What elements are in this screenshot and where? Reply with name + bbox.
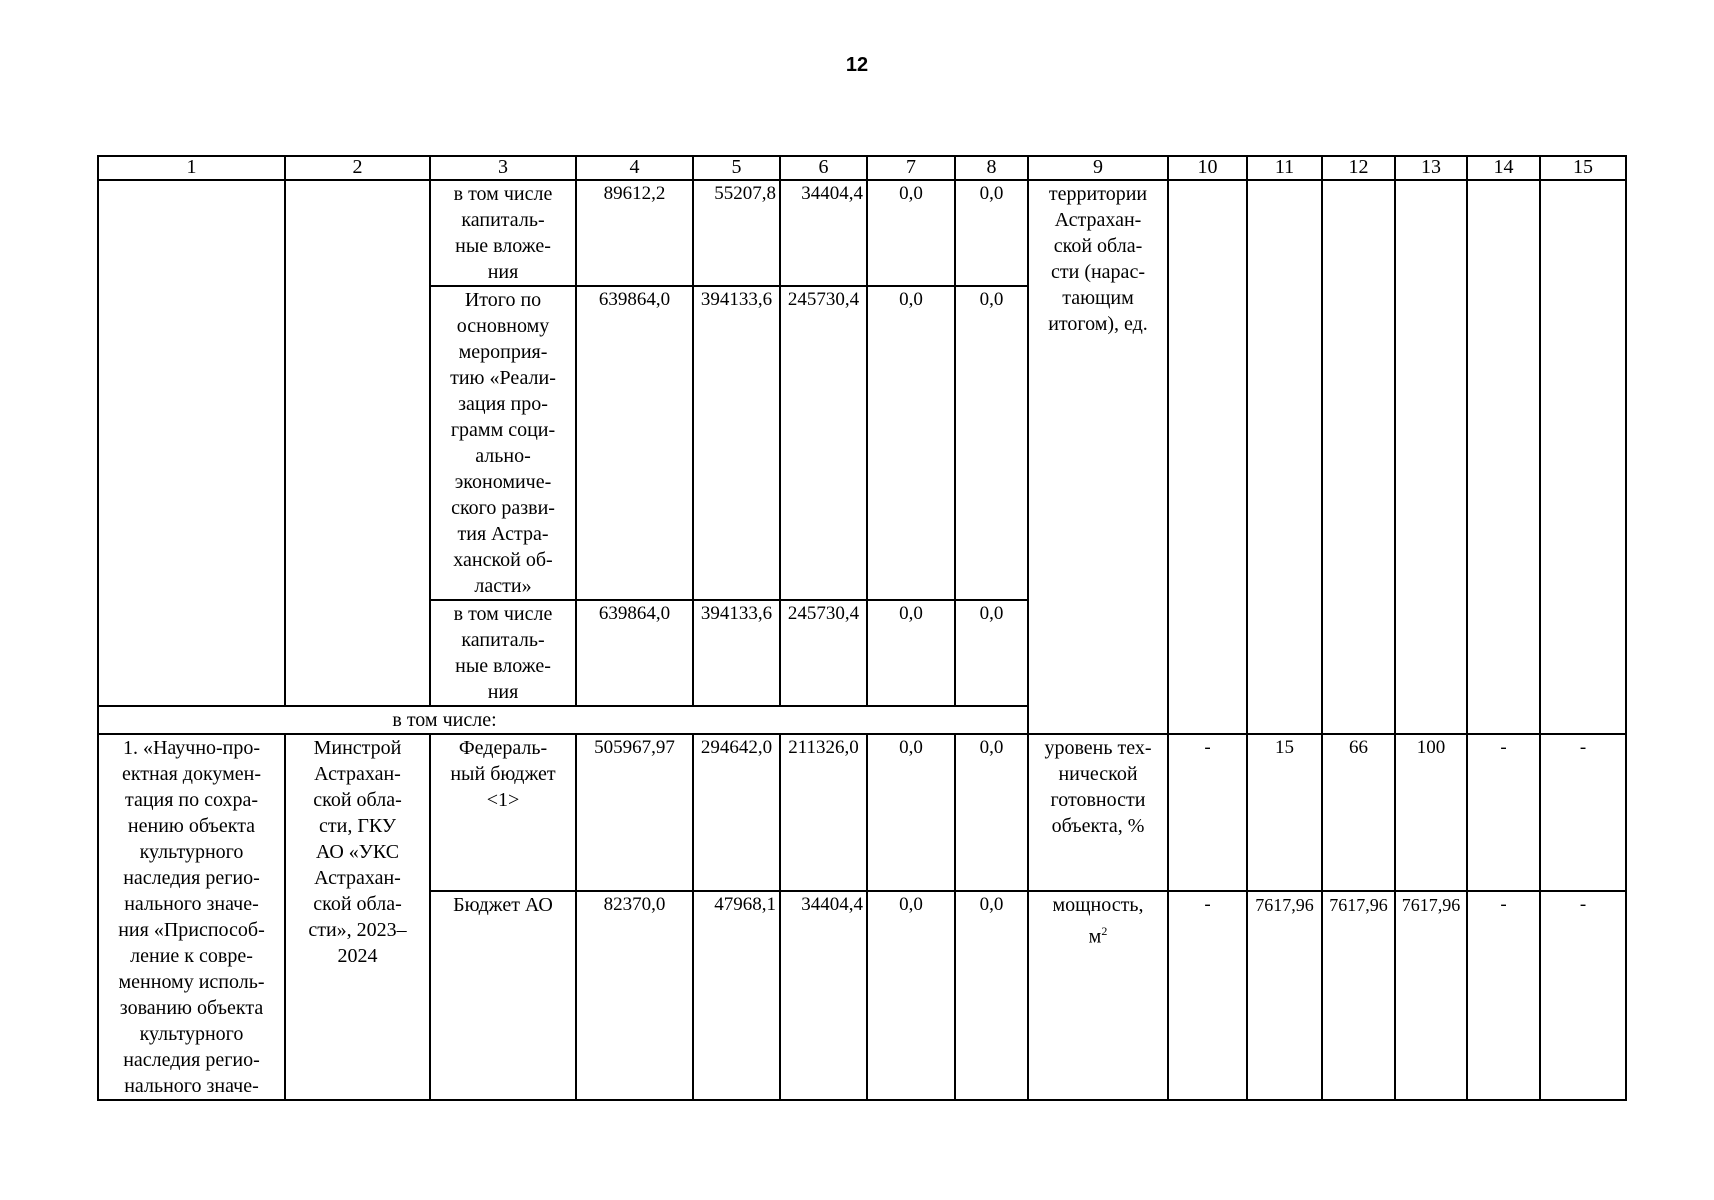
- year-value-cell: 294642,0: [693, 734, 780, 891]
- column-number: 8: [955, 156, 1028, 180]
- column-number: 7: [867, 156, 955, 180]
- page-number: 12: [845, 54, 869, 76]
- column-number: 14: [1467, 156, 1540, 180]
- indicator-value-cell: 7617,96: [1322, 891, 1395, 1100]
- table-row: [98, 180, 1626, 286]
- indicator-value-cell: -: [1467, 734, 1540, 891]
- column-number: 11: [1247, 156, 1322, 180]
- year-value-cell: 394133,6: [693, 600, 780, 706]
- year-value-cell: 34404,4: [780, 891, 867, 1100]
- indicator-cell: уровень тех- нической готовности объекта, %: [1028, 734, 1168, 891]
- column-number: 5: [693, 156, 780, 180]
- year-value-cell: 245730,4: [780, 286, 867, 600]
- year-value-cell: 0,0: [955, 734, 1028, 891]
- total-value-cell: 89612,2: [576, 180, 693, 286]
- indicator-value-cell: 100: [1395, 734, 1467, 891]
- year-value-cell: 0,0: [867, 600, 955, 706]
- year-value-cell: 394133,6: [693, 286, 780, 600]
- total-value-cell: 639864,0: [576, 600, 693, 706]
- indicator-text: мощность, м: [1052, 894, 1144, 949]
- year-value-cell: 47968,1: [693, 891, 780, 1100]
- column-number: 6: [780, 156, 867, 180]
- indicator-value-cell: -: [1540, 734, 1626, 891]
- indicator-value-cell: 66: [1322, 734, 1395, 891]
- empty-cell: [1322, 180, 1395, 734]
- funding-type-cell: в том числе капиталь- ные вложе- ния: [430, 600, 576, 706]
- column-number: 1: [98, 156, 285, 180]
- funding-type-cell: Бюджет АО: [430, 891, 576, 1100]
- year-value-cell: 211326,0: [780, 734, 867, 891]
- year-value-cell: 55207,8: [693, 180, 780, 286]
- subtitle-cell: в том числе:: [98, 706, 1028, 734]
- table-row: [98, 734, 1626, 891]
- empty-cell: [285, 180, 430, 706]
- empty-cell: [1247, 180, 1322, 734]
- empty-cell: [1540, 180, 1626, 734]
- year-value-cell: 34404,4: [780, 180, 867, 286]
- indicator-value-cell: 15: [1247, 734, 1322, 891]
- empty-cell: [98, 180, 285, 706]
- event-name-cell: 1. «Научно-про- ектная докумен- тация по сохра- нению объекта культурного наследия регио- нального значе- ния «Приспособ- ление к совре- менному исполь- зованию объекта культурного наследия регио- нального значе-: [98, 734, 285, 1100]
- column-number: 15: [1540, 156, 1626, 180]
- funding-type-cell: в том числе капиталь- ные вложе- ния: [430, 180, 576, 286]
- year-value-cell: 0,0: [955, 286, 1028, 600]
- column-number: 4: [576, 156, 693, 180]
- funding-type-cell: Федераль- ный бюджет <1>: [430, 734, 576, 891]
- year-value-cell: 0,0: [955, 600, 1028, 706]
- empty-cell: [1395, 180, 1467, 734]
- indicator-value-cell: -: [1540, 891, 1626, 1100]
- indicator-cell: территории Астрахан- ской обла- сти (нарас- тающим итогом), ед.: [1028, 180, 1168, 734]
- indicator-value-cell: -: [1467, 891, 1540, 1100]
- year-value-cell: 0,0: [955, 891, 1028, 1100]
- year-value-cell: 245730,4: [780, 600, 867, 706]
- superscript: 2: [1101, 924, 1108, 939]
- empty-cell: [1467, 180, 1540, 734]
- column-number: 12: [1322, 156, 1395, 180]
- year-value-cell: 0,0: [867, 286, 955, 600]
- column-number-row: [98, 156, 1626, 180]
- column-number: 3: [430, 156, 576, 180]
- total-value-cell: 639864,0: [576, 286, 693, 600]
- total-value-cell: 505967,97: [576, 734, 693, 891]
- empty-cell: [1168, 180, 1247, 734]
- year-value-cell: 0,0: [867, 734, 955, 891]
- indicator-value-cell: -: [1168, 891, 1247, 1100]
- indicator-value-cell: 7617,96: [1395, 891, 1467, 1100]
- indicator-value-cell: -: [1168, 734, 1247, 891]
- column-number: 9: [1028, 156, 1168, 180]
- column-number: 2: [285, 156, 430, 180]
- funding-type-cell: Итого по основному мероприя- тию «Реали- зация про- грамм соци- ально- экономиче- ского разви- тия Астра- ханской об- ласти»: [430, 286, 576, 600]
- program-table: [97, 155, 1627, 1101]
- indicator-cell: [1028, 891, 1168, 1100]
- year-value-cell: 0,0: [867, 180, 955, 286]
- executor-cell: Минстрой Астрахан- ской обла- сти, ГКУ АО «УКС Астрахан- ской обла- сти», 2023– 2024: [285, 734, 430, 1100]
- column-number: 10: [1168, 156, 1247, 180]
- year-value-cell: 0,0: [955, 180, 1028, 286]
- total-value-cell: 82370,0: [576, 891, 693, 1100]
- indicator-value-cell: 7617,96: [1247, 891, 1322, 1100]
- column-number: 13: [1395, 156, 1467, 180]
- year-value-cell: 0,0: [867, 891, 955, 1100]
